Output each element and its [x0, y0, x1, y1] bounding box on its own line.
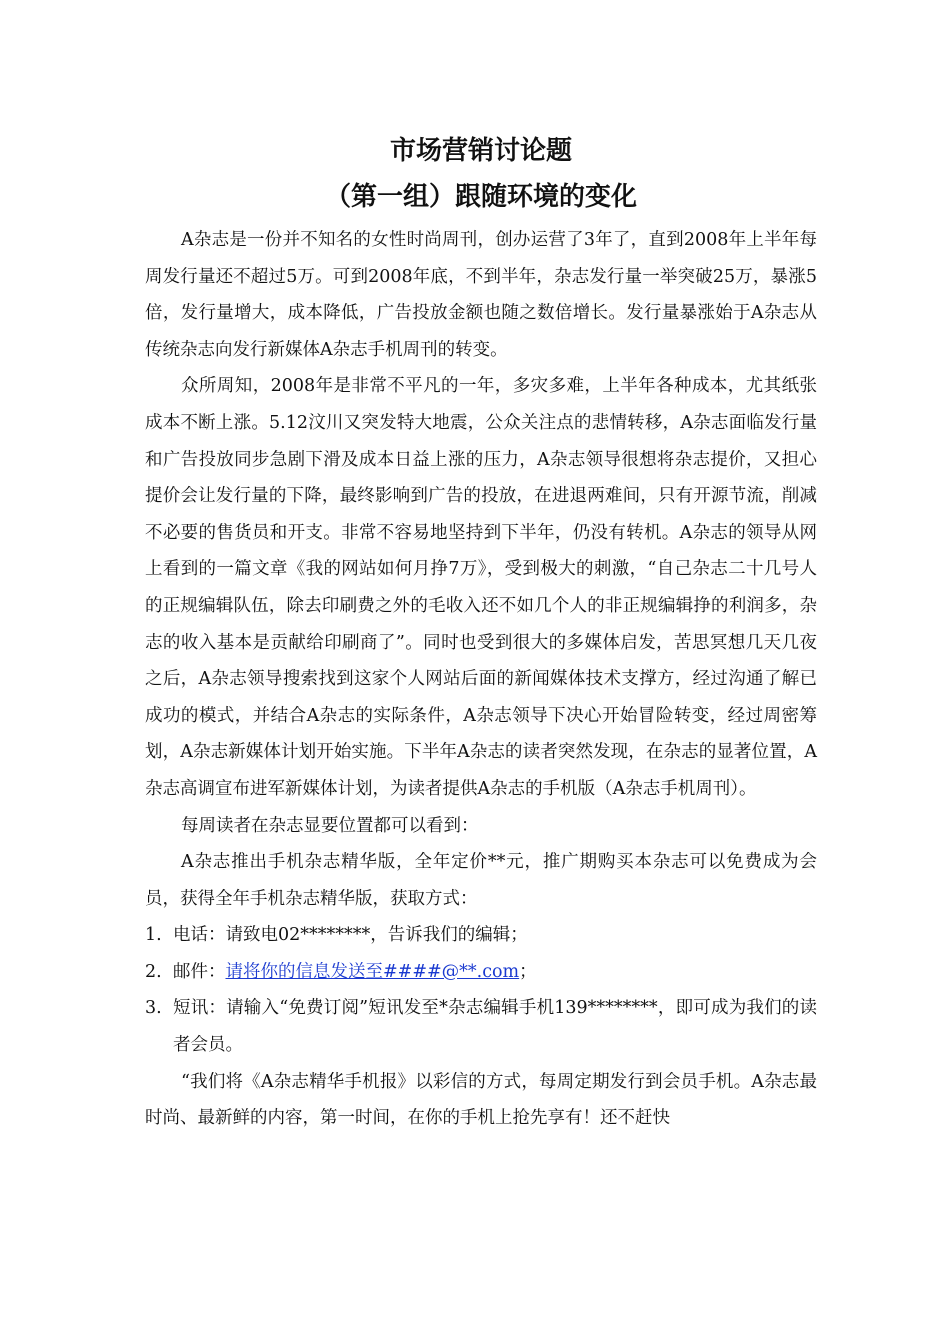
- title-line-2: （第一组）跟随环境的变化: [324, 182, 637, 212]
- title-line-1: 市场营销讨论题: [389, 136, 572, 166]
- list-text: 短讯：请输入“免费订阅”短讯发至*杂志编辑手机139********，即可成为我们的读者会员。: [173, 998, 817, 1056]
- list-text: [173, 954, 817, 991]
- paragraph-background: 众所周知，2008年是非常不平凡的一年，多灾多难，上半年各种成本，尤其纸张成本不断上涨。5.12汶川又突发特大地震，公众关注点的悲情转移，A杂志面临发行量和广告投放同步急剧下滑及成本日益上涨的压力，A杂志领导很想将杂志提价，又担心提价会让发行量的下降，最终影响到广告的投放，在进退两难间，只有开源节流，削减不必要的售货员和开支。非常不容易地坚持到下半年，仍没有转机。A杂志的领导从网上看到的一篇文章《我的网站如何月挣7万》，受到极大的刺激，“自己杂志二十几号人的正规编辑队伍，除去印刷费之外的毛收入还不如几个人的非正规编辑挣的利润多，杂志的收入基本是贡献给印刷商了”。同时也受到很大的多媒体启发，苦思冥想几天几夜之后，A杂志领导搜索找到这家个人网站后面的新闻媒体技术支撑方，经过沟通了解已成功的模式，并结合A杂志的实际条件，A杂志领导下决心开始冒险转变，经过周密筹划，A杂志新媒体计划开始实施。下半年A杂志的读者突然发现，在杂志的显著位置，A杂志高调宣布进军新媒体计划，为读者提供A杂志的手机版（A杂志手机周刊）。: [145, 376, 817, 799]
- list-item-phone: [145, 917, 817, 954]
- paragraph-intro: A杂志是一份并不知名的女性时尚周刊，创办运营了3年了，直到2008年上半年每周发行量还不超过5万。可到2008年底，不到半年，杂志发行量一举突破25万，暴涨5倍，发行量增大，成本降低，广告投放金额也随之数倍增长。发行量暴涨始于A杂志从传统杂志向发行新媒体A杂志手机周刊的转变。: [145, 230, 817, 360]
- list-text: 电话：请致电02********，告诉我们的编辑；: [173, 925, 528, 946]
- email-link[interactable]: 请将你的信息发送至####@**.com: [225, 961, 520, 982]
- list-item-sms: [145, 990, 817, 1063]
- paragraph-notice: 每周读者在杂志显要位置都可以看到：: [181, 815, 479, 836]
- list-item-email: [145, 954, 817, 991]
- email-suffix: ；: [519, 961, 537, 982]
- paragraph-closing: “我们将《A杂志精华手机报》以彩信的方式，每周定期发行到会员手机。A杂志最时尚、最新鲜的内容，第一时间，在你的手机上抢先享有！还不赶快: [145, 1071, 817, 1129]
- paragraph-offer: A杂志推出手机杂志精华版，全年定价**元，推广期购买本杂志可以免费成为会员，获得全年手机杂志精华版，获取方式：: [145, 852, 817, 909]
- document-content: [145, 128, 817, 1137]
- list-number: 1.: [145, 925, 162, 946]
- document-body: [145, 222, 817, 1137]
- list-number: 3.: [145, 998, 162, 1019]
- email-prefix: 邮件：: [173, 961, 226, 982]
- list-number: 2.: [145, 961, 162, 982]
